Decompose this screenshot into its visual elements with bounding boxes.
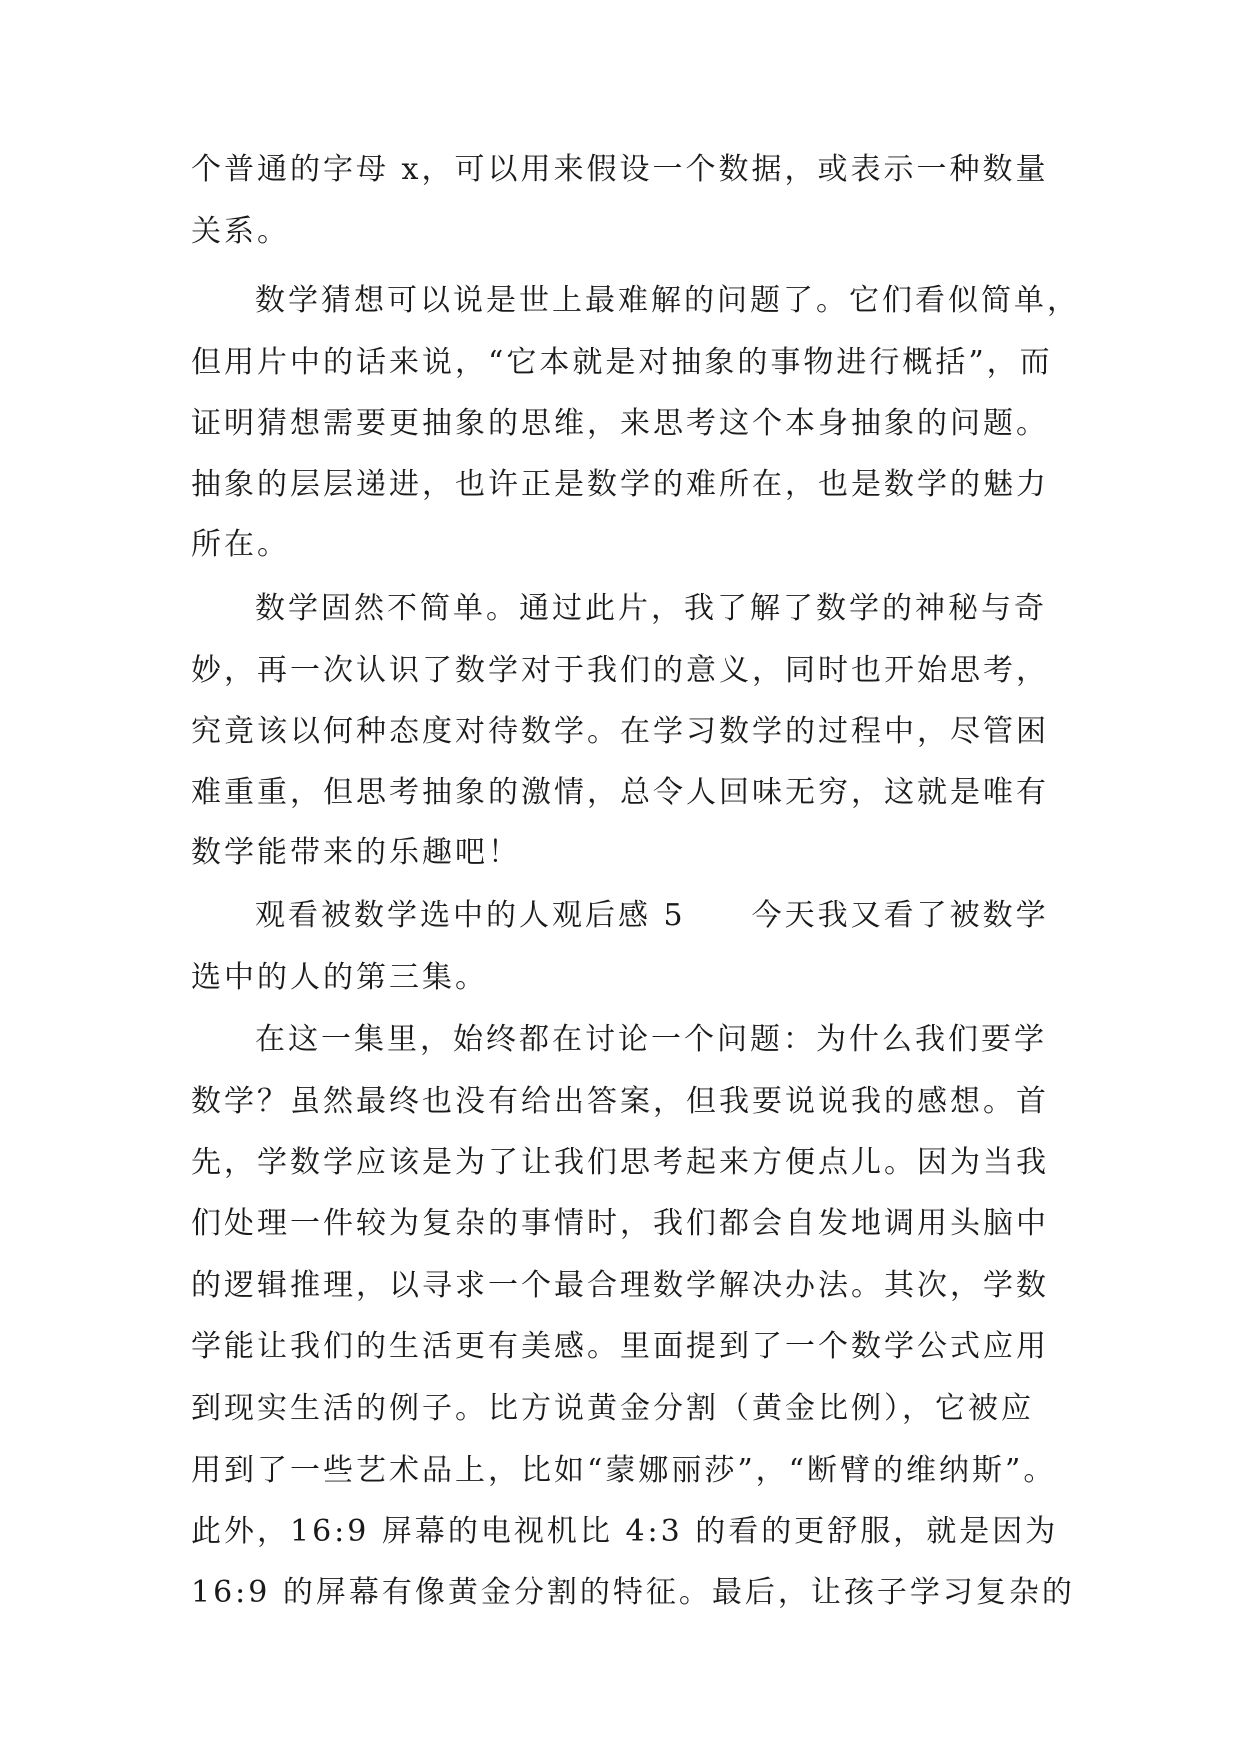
text-line: 用到了一些艺术品上，比如“蒙娜丽莎”，“断臂的维纳斯”。 — [191, 1453, 1057, 1488]
text-line: 抽象的层层递进，也许正是数学的难所在，也是数学的魅力 — [191, 467, 1049, 502]
text-line: 选中的人的第三集。 — [191, 960, 488, 995]
text-line: 先，学数学应该是为了让我们思考起来方便点儿。因为当我 — [191, 1145, 1049, 1180]
paragraph-start-line: 在这一集里，始终都在讨论一个问题：为什么我们要学 — [255, 1022, 1047, 1057]
paragraph-start-line: 数学固然不简单。通过此片，我了解了数学的神秘与奇 — [255, 591, 1047, 626]
text-line: 数学？虽然最终也没有给出答案，但我要说说我的感想。首 — [191, 1084, 1049, 1119]
text-line: 个普通的字母 x，可以用来假设一个数据，或表示一种数量 — [191, 152, 1049, 187]
text-line: 证明猜想需要更抽象的思维，来思考这个本身抽象的问题。 — [191, 406, 1049, 441]
text-line: 学能让我们的生活更有美感。里面提到了一个数学公式应用 — [191, 1329, 1049, 1364]
text-line: 数学能带来的乐趣吧！ — [191, 835, 521, 870]
text-line: 到现实生活的例子。比方说黄金分割（黄金比例），它被应 — [191, 1391, 1034, 1426]
text-line: 的逻辑推理，以寻求一个最合理数学解决办法。其次，学数 — [191, 1268, 1049, 1303]
text-line: 们处理一件较为复杂的事情时，我们都会自发地调用头脑中 — [191, 1206, 1049, 1241]
text-line: 究竟该以何种态度对待数学。在学习数学的过程中，尽管困 — [191, 714, 1049, 749]
text-line: 关系。 — [191, 214, 290, 249]
text-line: 难重重，但思考抽象的激情，总令人回味无穷，这就是唯有 — [191, 775, 1049, 810]
text-line: 此外，16:9 屏幕的电视机比 4:3 的看的更舒服，就是因为 — [191, 1514, 1059, 1549]
paragraph-start-line: 数学猜想可以说是世上最难解的问题了。它们看似简单， — [255, 283, 1080, 318]
text-line: 16:9 的屏幕有像黄金分割的特征。最后，让孩子学习复杂的 — [191, 1575, 1075, 1610]
text-line: 所在。 — [191, 527, 290, 562]
text-line: 但用片中的话来说，“它本就是对抽象的事物进行概括”，而 — [191, 345, 1053, 380]
text-line: 妙，再一次认识了数学对于我们的意义，同时也开始思考， — [191, 653, 1049, 688]
heading-line: 观看被数学选中的人观后感 5 今天我又看了被数学 — [255, 898, 1049, 933]
